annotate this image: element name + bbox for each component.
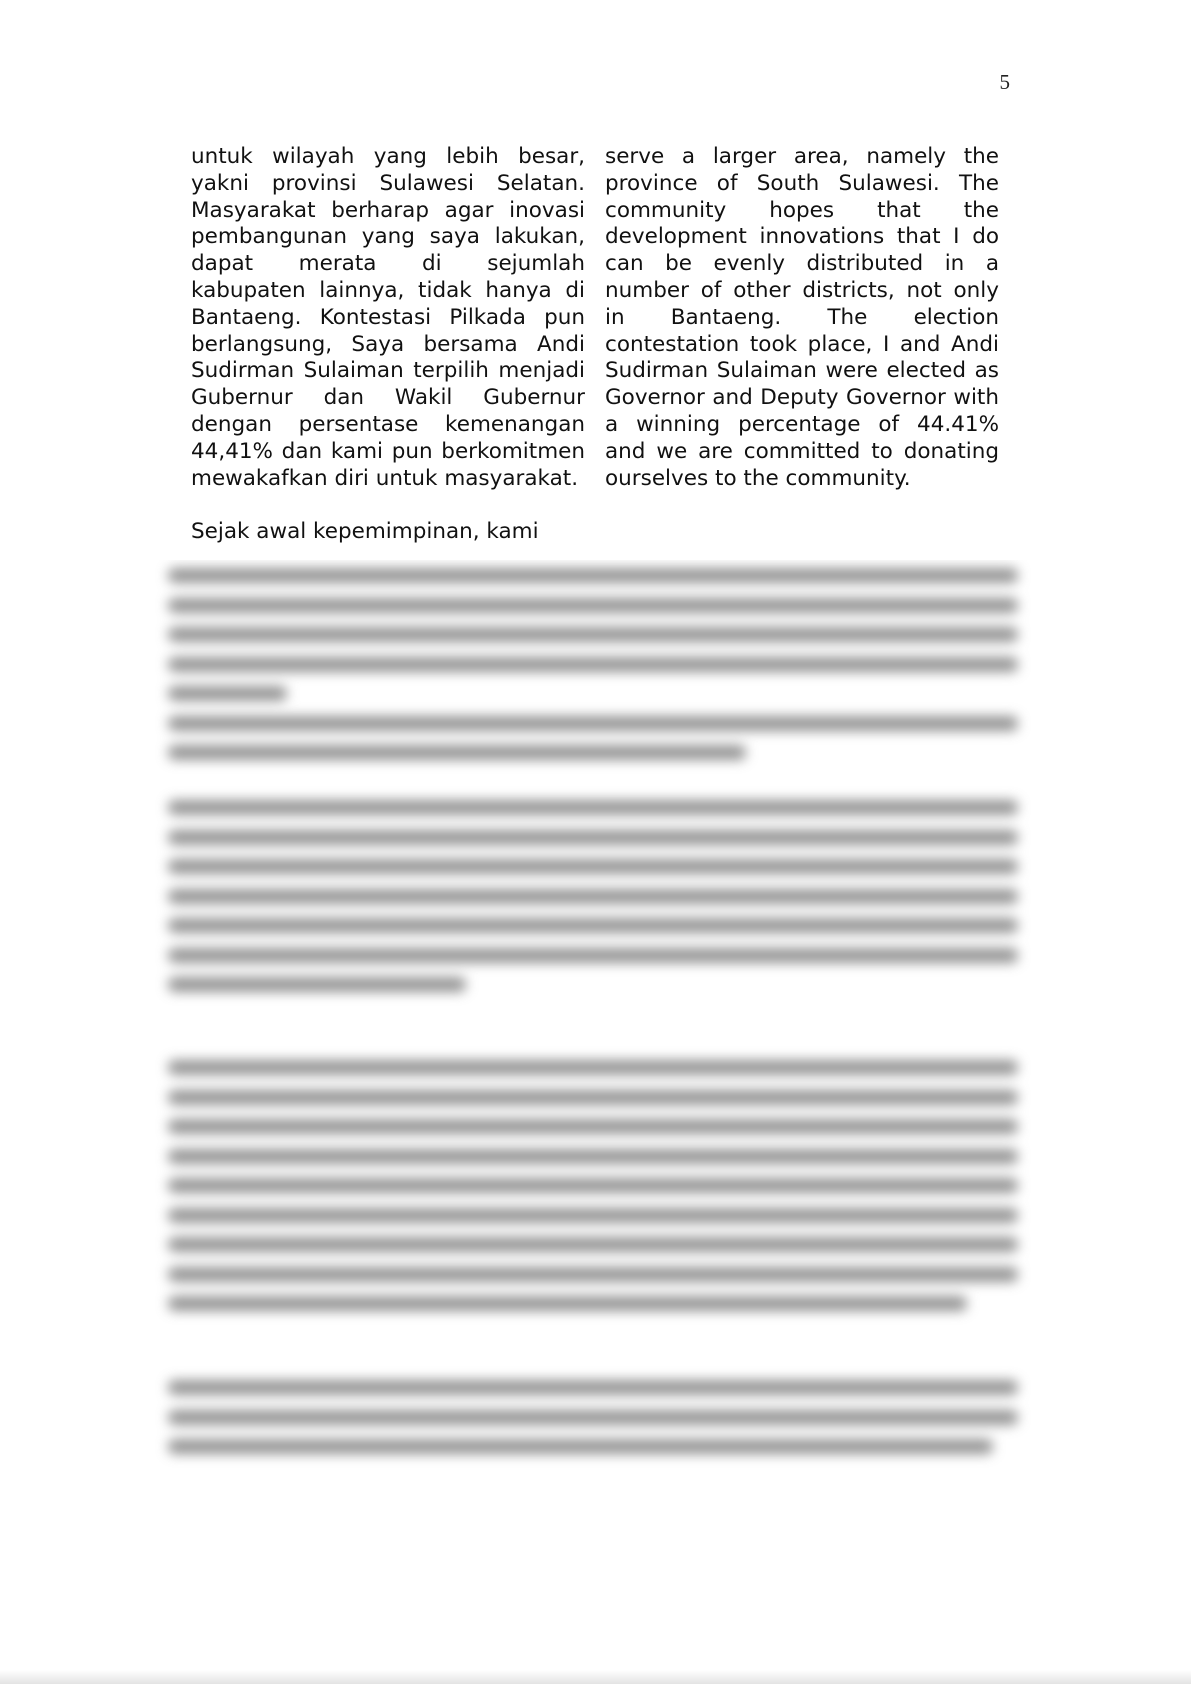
blurred-paragraph bbox=[168, 1380, 1018, 1469]
page-number: 5 bbox=[999, 70, 1010, 94]
left-column-paragraph: untuk wilayah yang lebih besar, yakni provinsi Sulawesi Selatan. Masyarakat berharap agar inovasi pembangunan yang saya lakukan, dapat merata di sejumlah kabupaten lainnya, tidak hanya di Bantaeng. Kontestasi Pilkada pun berlangsung, Saya bersama Andi Sudirman Sulaiman terpilih menjadi Gubernur dan Wakil Gubernur dengan persentase kemenangan 44,41% dan kami pun berkomitmen mewakafkan diri untuk masyarakat. bbox=[191, 144, 585, 491]
blurred-paragraph bbox=[168, 568, 1018, 775]
right-column-english bbox=[605, 144, 999, 492]
blurred-paragraph bbox=[168, 800, 1018, 1007]
right-column-paragraph: serve a larger area, namely the province of South Sulawesi. The community hopes that the development innovations that I do can be evenly distributed in a number of other districts, not only in Bantaeng. The election contestation took place, I and Andi Sudirman Sulaiman were elected as Governor and Deputy Governor with a winning percentage of 44.41% and we are committed to donating ourselves to the community. bbox=[605, 144, 999, 491]
blurred-paragraph bbox=[168, 1060, 1018, 1326]
blurred-preview-region bbox=[0, 560, 1191, 1684]
left-column-cut-off-line: Sejak awal kepemimpinan, kami bbox=[191, 519, 539, 545]
viewer-bottom-edge bbox=[0, 1670, 1191, 1684]
left-column-indonesian bbox=[191, 144, 585, 546]
